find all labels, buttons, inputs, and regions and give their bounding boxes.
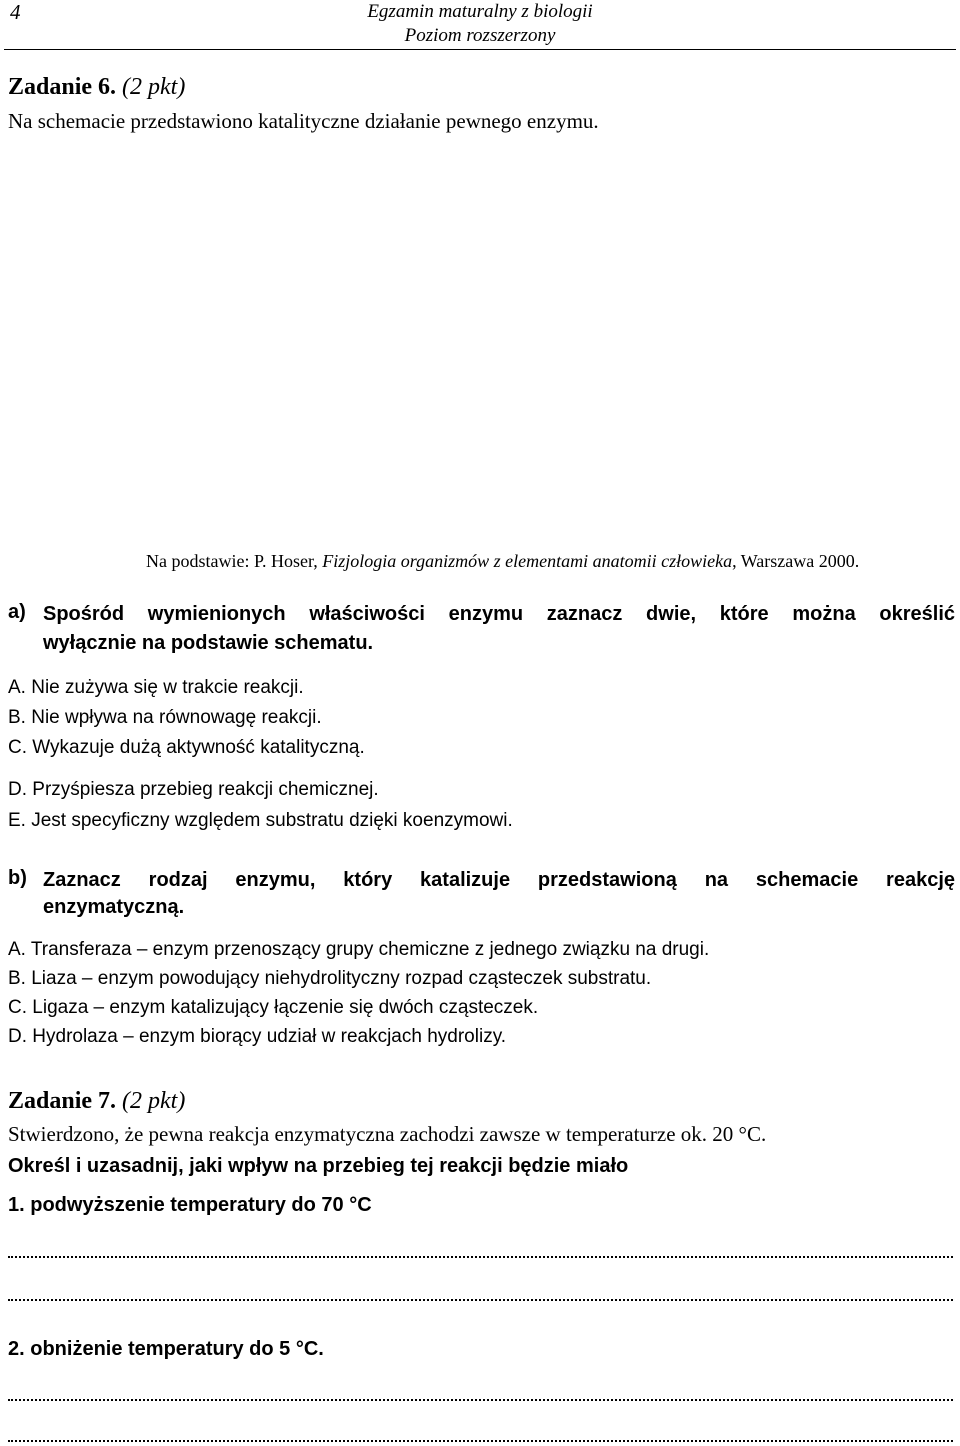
part-a-label: a) <box>8 601 26 623</box>
part-b-question-line1: Zaznacz rodzaj enzymu, który katalizuje przedstawioną na schemacie reakcję <box>43 869 955 891</box>
part-b-option-a[interactable]: A. Transferaza – enzym przenoszący grupy chemiczne z jednego związku na drugi. <box>8 939 710 960</box>
header-divider <box>4 49 956 50</box>
answer-line[interactable] <box>8 1440 953 1442</box>
task6-title <box>8 74 185 101</box>
part-a-question-line1: Spośród wymienionych właściwości enzymu zaznacz dwie, które można określić <box>43 603 955 625</box>
answer-line[interactable] <box>8 1299 953 1301</box>
part-a-option-a[interactable]: A. Nie zużywa się w trakcie reakcji. <box>8 677 304 698</box>
task7-item1: 1. podwyższenie temperatury do 70 °C <box>8 1194 372 1216</box>
enzyme-diagram-area <box>0 140 960 540</box>
source-prefix: Na podstawie: P. Hoser, <box>146 551 323 571</box>
task7-points: (2 pkt) <box>122 1088 186 1114</box>
task7-item2: 2. obniżenie temperatury do 5 °C. <box>8 1338 324 1360</box>
part-b-question-line2: enzymatyczną. <box>43 896 185 918</box>
task7-instruction: Określ i uzasadnij, jaki wpływ na przebieg tej reakcji będzie miało <box>8 1155 629 1177</box>
task7-number: Zadanie 7. <box>8 1088 117 1114</box>
task6-number: Zadanie 6. <box>8 74 117 100</box>
task7-statement: Stwierdzono, że pewna reakcja enzymatyczna zachodzi zawsze w temperaturze ok. 20 °C. <box>8 1122 767 1146</box>
task6-points: (2 pkt) <box>122 74 186 100</box>
part-b-label: b) <box>8 867 27 889</box>
part-b-option-c[interactable]: C. Ligaza – enzym katalizujący łączenie się dwóch cząsteczek. <box>8 997 539 1018</box>
task6-intro: Na schemacie przedstawiono katalityczne działanie pewnego enzymu. <box>8 109 599 133</box>
answer-line[interactable] <box>8 1256 953 1258</box>
source-suffix: , Warszawa 2000. <box>732 551 860 571</box>
part-a-question-line2: wyłącznie na podstawie schematu. <box>43 632 374 654</box>
part-a-option-d[interactable]: D. Przyśpiesza przebieg reakcji chemicznej. <box>8 779 379 800</box>
task7-title <box>8 1088 185 1115</box>
part-a-option-b[interactable]: B. Nie wpływa na równowagę reakcji. <box>8 707 322 728</box>
page-number: 4 <box>10 0 21 24</box>
part-a-option-e[interactable]: E. Jest specyficzny względem substratu dzięki koenzymowi. <box>8 810 513 831</box>
task6-source <box>146 551 859 572</box>
header-exam-title: Egzamin maturalny z biologii <box>367 1 593 22</box>
header-level: Poziom rozszerzony <box>404 25 556 46</box>
part-b-option-d[interactable]: D. Hydrolaza – enzym biorący udział w reakcjach hydrolizy. <box>8 1026 507 1047</box>
page-header <box>0 0 960 48</box>
part-a-option-c[interactable]: C. Wykazuje dużą aktywność katalityczną. <box>8 737 365 758</box>
part-b-option-b[interactable]: B. Liaza – enzym powodujący niehydrolityczny rozpad cząsteczek substratu. <box>8 968 652 989</box>
answer-line[interactable] <box>8 1399 953 1401</box>
source-title: Fizjologia organizmów z elementami anatomii człowieka <box>322 551 733 571</box>
